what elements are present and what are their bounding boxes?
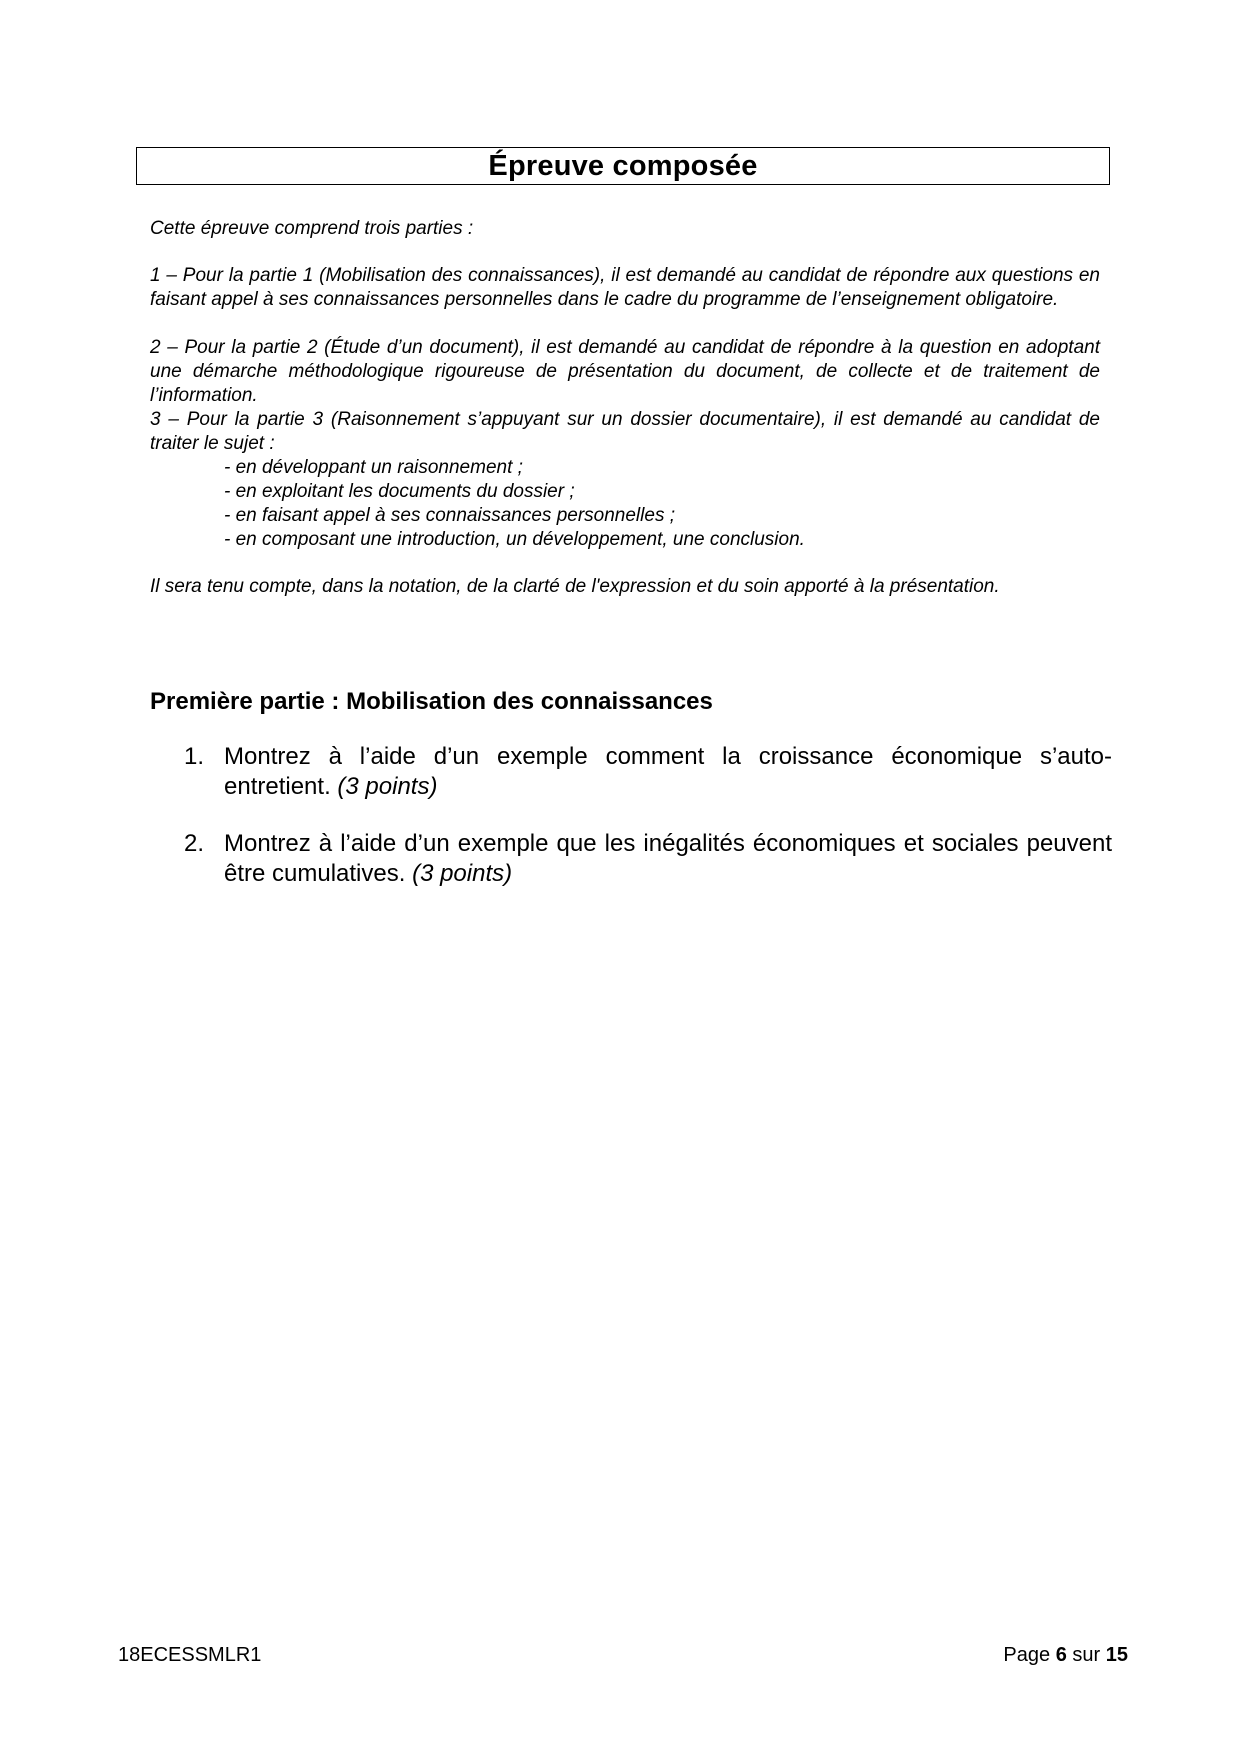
- instructions-part3: 3 – Pour la partie 3 (Raisonnement s’appuyant sur un dossier documentaire), il est demandé au candidat de traiter le sujet :: [150, 409, 1100, 454]
- question-text: Montrez à l’aide d’un exemple comment la croissance économique s’auto-entretient.: [224, 743, 1112, 800]
- question-text: Montrez à l’aide d’un exemple que les inégalités économiques et sociales peuvent être cumulatives.: [224, 830, 1112, 887]
- question-list: [150, 742, 1112, 916]
- title-box: [136, 147, 1110, 185]
- section-title: Première partie : Mobilisation des connaissances: [150, 688, 713, 715]
- question-points: (3 points): [412, 860, 513, 887]
- page-current: 6: [1055, 1644, 1067, 1666]
- list-item: - en faisant appel à ses connaissances personnelles ;: [224, 505, 675, 526]
- list-item: - en composant une introduction, un développement, une conclusion.: [224, 529, 805, 550]
- question-points: (3 points): [337, 773, 438, 800]
- page-sep: sur: [1072, 1644, 1101, 1666]
- page-number: [1003, 1644, 1128, 1667]
- page-prefix: Page: [1003, 1644, 1051, 1666]
- footer-code: 18ECESSMLR1: [118, 1644, 262, 1666]
- question-number: 2.: [184, 830, 205, 857]
- question-number: 1.: [184, 743, 205, 770]
- question-item: [150, 829, 1112, 889]
- instructions-part1: 1 – Pour la partie 1 (Mobilisation des connaissances), il est demandé au candidat de répondre aux questions en faisant appel à ses connaissances personnelles dans le cadre du programme de l’enseignement obligatoire.: [150, 265, 1100, 310]
- instructions-part2: 2 – Pour la partie 2 (Étude d’un document), il est demandé au candidat de répondre à la question en adoptant une démarche méthodologique rigoureuse de présentation du document, de collecte et de traitement de l’information.: [150, 337, 1100, 406]
- page-total: 15: [1105, 1644, 1128, 1666]
- instructions-note: Il sera tenu compte, dans la notation, de la clarté de l'expression et du soin apporté à la présentation.: [150, 576, 1000, 597]
- list-item: - en exploitant les documents du dossier ;: [224, 481, 575, 502]
- instructions-intro: Cette épreuve comprend trois parties :: [150, 218, 474, 239]
- question-item: [150, 742, 1112, 802]
- page-title: Épreuve composée: [488, 149, 758, 182]
- instructions-bullet-list: [224, 456, 805, 552]
- list-item: - en développant un raisonnement ;: [224, 457, 523, 478]
